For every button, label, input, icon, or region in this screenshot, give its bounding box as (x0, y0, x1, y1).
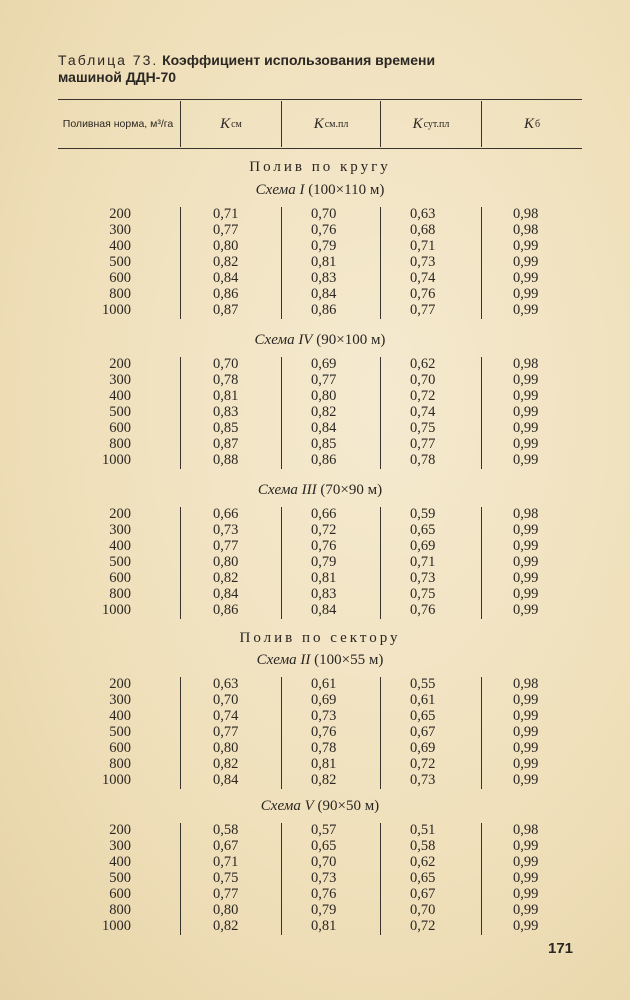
table-row (58, 886, 582, 902)
k-sm-cell: 0,63 (213, 676, 239, 692)
k-sm-cell: 0,87 (213, 436, 239, 452)
table-row (58, 538, 582, 554)
k-sm-pl-cell: 0,76 (311, 724, 337, 740)
norm-cell: 600 (109, 420, 131, 436)
k-sm-pl-cell: 0,78 (311, 740, 337, 756)
norm-cell: 400 (109, 854, 131, 870)
k-b-cell: 0,99 (513, 270, 539, 286)
k-sm-pl-cell: 0,82 (311, 772, 337, 788)
norm-cell: 200 (109, 356, 131, 372)
k-sm-pl-cell: 0,81 (311, 254, 337, 270)
k-sm-cell: 0,70 (213, 356, 239, 372)
norm-cell: 1000 (102, 918, 131, 934)
page-number: 171 (548, 940, 574, 957)
norm-cell: 200 (109, 822, 131, 838)
k-sm-cell: 0,86 (213, 286, 239, 302)
k-sm-pl-cell: 0,65 (311, 838, 337, 854)
scheme-size: (90×50 м) (317, 798, 380, 814)
k-b-cell: 0,99 (513, 724, 539, 740)
k-sm-pl-cell: 0,85 (311, 436, 337, 452)
k-sut-pl-cell: 0,62 (410, 854, 436, 870)
k-b-cell: 0,98 (513, 222, 539, 238)
k-b-cell: 0,99 (513, 388, 539, 404)
header-k-sm-pl: K см.пл (313, 115, 349, 132)
table-row (58, 436, 582, 452)
table-row (58, 270, 582, 286)
k-b-cell: 0,99 (513, 918, 539, 934)
k-sm-pl-cell: 0,73 (311, 708, 337, 724)
table-row (58, 870, 582, 886)
norm-cell: 1000 (102, 602, 131, 618)
k-sm-pl-cell: 0,69 (311, 692, 337, 708)
k-b-cell: 0,99 (513, 554, 539, 570)
table-row (58, 822, 582, 838)
k-b-cell: 0,99 (513, 538, 539, 554)
table-row (58, 356, 582, 372)
k-sm-cell: 0,80 (213, 902, 239, 918)
table-row (58, 206, 582, 222)
k-sm-cell: 0,80 (213, 554, 239, 570)
k-b-cell: 0,99 (513, 452, 539, 468)
norm-cell: 1000 (102, 772, 131, 788)
table-row (58, 586, 582, 602)
title-line-1: Коэффициент использования времени (162, 52, 436, 68)
k-b-cell: 0,99 (513, 870, 539, 886)
section-heading-circle: Полив по кругу (249, 159, 391, 175)
k-sut-pl-cell: 0,74 (410, 270, 436, 286)
norm-cell: 300 (109, 222, 131, 238)
table-row (58, 854, 582, 870)
norm-cell: 400 (109, 538, 131, 554)
k-sm-pl-cell: 0,76 (311, 538, 337, 554)
table-row (58, 452, 582, 468)
norm-cell: 500 (109, 554, 131, 570)
scheme-heading (58, 332, 582, 349)
k-sut-pl-cell: 0,67 (410, 724, 436, 740)
k-sm-pl-cell: 0,69 (311, 356, 337, 372)
table-row (58, 506, 582, 522)
scheme-heading (58, 182, 582, 199)
k-sm-cell: 0,84 (213, 772, 239, 788)
k-sm-pl-cell: 0,81 (311, 918, 337, 934)
scheme-heading (58, 482, 582, 499)
k-b-cell: 0,99 (513, 238, 539, 254)
k-b-cell: 0,99 (513, 404, 539, 420)
norm-cell: 300 (109, 372, 131, 388)
table-row (58, 676, 582, 692)
k-sm-pl-cell: 0,81 (311, 570, 337, 586)
norm-cell: 300 (109, 838, 131, 854)
table-row (58, 838, 582, 854)
norm-cell: 800 (109, 436, 131, 452)
k-sut-pl-cell: 0,51 (410, 822, 436, 838)
header-k-b: K б (523, 115, 541, 132)
k-sut-pl-cell: 0,76 (410, 602, 436, 618)
k-sm-cell: 0,66 (213, 506, 239, 522)
k-sut-pl-cell: 0,70 (410, 372, 436, 388)
k-sm-cell: 0,82 (213, 254, 239, 270)
norm-cell: 600 (109, 740, 131, 756)
table-row (58, 222, 582, 238)
k-sm-cell: 0,77 (213, 222, 239, 238)
k-sm-cell: 0,86 (213, 602, 239, 618)
k-sut-pl-cell: 0,73 (410, 570, 436, 586)
k-sm-cell: 0,83 (213, 404, 239, 420)
k-b-cell: 0,99 (513, 286, 539, 302)
header-norm: Поливная норма, м³/га (62, 118, 174, 130)
scheme-name: Схема I (255, 182, 305, 198)
scheme-name: Схема II (256, 652, 311, 668)
k-sut-pl-cell: 0,78 (410, 452, 436, 468)
k-sut-pl-cell: 0,65 (410, 522, 436, 538)
table-row (58, 372, 582, 388)
k-b-cell: 0,99 (513, 902, 539, 918)
k-sm-pl-cell: 0,79 (311, 902, 337, 918)
k-b-cell: 0,99 (513, 838, 539, 854)
k-sut-pl-cell: 0,62 (410, 356, 436, 372)
k-sm-pl-cell: 0,84 (311, 286, 337, 302)
k-sut-pl-cell: 0,72 (410, 388, 436, 404)
k-b-cell: 0,99 (513, 886, 539, 902)
k-sut-pl-cell: 0,75 (410, 586, 436, 602)
table-title (58, 52, 538, 86)
k-sm-cell: 0,73 (213, 522, 239, 538)
k-sm-pl-cell: 0,84 (311, 420, 337, 436)
k-sm-pl-cell: 0,57 (311, 822, 337, 838)
scheme-heading (58, 652, 582, 669)
norm-cell: 600 (109, 570, 131, 586)
k-sut-pl-cell: 0,63 (410, 206, 436, 222)
table-row (58, 756, 582, 772)
table-row (58, 918, 582, 934)
table-number: Таблица 73. (58, 52, 159, 68)
k-sm-cell: 0,82 (213, 918, 239, 934)
header-k-sm: K см (220, 115, 242, 132)
title-line-2: машиной ДДН-70 (58, 69, 177, 85)
k-sm-cell: 0,58 (213, 822, 239, 838)
k-b-cell: 0,98 (513, 506, 539, 522)
k-sm-pl-cell: 0,73 (311, 870, 337, 886)
table-row (58, 602, 582, 618)
section-heading-sector: Полив по сектору (239, 630, 401, 646)
k-sut-pl-cell: 0,68 (410, 222, 436, 238)
k-b-cell: 0,98 (513, 206, 539, 222)
k-b-cell: 0,99 (513, 854, 539, 870)
k-b-cell: 0,98 (513, 822, 539, 838)
k-sm-cell: 0,87 (213, 302, 239, 318)
k-sm-pl-cell: 0,86 (311, 452, 337, 468)
k-sm-cell: 0,77 (213, 724, 239, 740)
k-b-cell: 0,99 (513, 692, 539, 708)
k-sut-pl-cell: 0,72 (410, 918, 436, 934)
norm-cell: 600 (109, 886, 131, 902)
k-sm-pl-cell: 0,86 (311, 302, 337, 318)
k-sut-pl-cell: 0,76 (410, 286, 436, 302)
k-sm-cell: 0,88 (213, 452, 239, 468)
scheme-size: (100×110 м) (308, 182, 385, 198)
table-row (58, 692, 582, 708)
k-sm-pl-cell: 0,77 (311, 372, 337, 388)
table-row (58, 286, 582, 302)
k-sm-cell: 0,78 (213, 372, 239, 388)
k-sm-cell: 0,71 (213, 206, 239, 222)
norm-cell: 500 (109, 404, 131, 420)
k-sm-pl-cell: 0,70 (311, 206, 337, 222)
k-sut-pl-cell: 0,65 (410, 870, 436, 886)
k-sm-cell: 0,74 (213, 708, 239, 724)
k-b-cell: 0,99 (513, 522, 539, 538)
k-sm-pl-cell: 0,70 (311, 854, 337, 870)
k-sut-pl-cell: 0,77 (410, 436, 436, 452)
k-b-cell: 0,99 (513, 254, 539, 270)
norm-cell: 1000 (102, 452, 131, 468)
table-row (58, 302, 582, 318)
k-sm-pl-cell: 0,80 (311, 388, 337, 404)
k-sm-pl-cell: 0,82 (311, 404, 337, 420)
k-sm-cell: 0,77 (213, 886, 239, 902)
k-sut-pl-cell: 0,69 (410, 740, 436, 756)
k-b-cell: 0,99 (513, 708, 539, 724)
k-sm-pl-cell: 0,72 (311, 522, 337, 538)
k-sm-pl-cell: 0,66 (311, 506, 337, 522)
table-row (58, 902, 582, 918)
scheme-size: (90×100 м) (316, 332, 386, 348)
scheme-name: Схема V (260, 798, 314, 814)
norm-cell: 400 (109, 238, 131, 254)
table-row (58, 522, 582, 538)
k-sm-pl-cell: 0,83 (311, 586, 337, 602)
k-sut-pl-cell: 0,58 (410, 838, 436, 854)
norm-cell: 500 (109, 870, 131, 886)
k-sut-pl-cell: 0,70 (410, 902, 436, 918)
scheme-size: (100×55 м) (314, 652, 384, 668)
table-row (58, 238, 582, 254)
k-sm-pl-cell: 0,76 (311, 886, 337, 902)
k-b-cell: 0,99 (513, 772, 539, 788)
k-b-cell: 0,99 (513, 570, 539, 586)
k-b-cell: 0,99 (513, 756, 539, 772)
scheme-size: (70×90 м) (320, 482, 383, 498)
norm-cell: 500 (109, 254, 131, 270)
norm-cell: 300 (109, 522, 131, 538)
k-sut-pl-cell: 0,61 (410, 692, 436, 708)
norm-cell: 400 (109, 388, 131, 404)
k-sut-pl-cell: 0,69 (410, 538, 436, 554)
k-sut-pl-cell: 0,71 (410, 238, 436, 254)
table-row (58, 740, 582, 756)
k-sm-cell: 0,80 (213, 740, 239, 756)
k-sm-pl-cell: 0,83 (311, 270, 337, 286)
k-sut-pl-cell: 0,71 (410, 554, 436, 570)
norm-cell: 1000 (102, 302, 131, 318)
table-row (58, 404, 582, 420)
k-sm-pl-cell: 0,61 (311, 676, 337, 692)
norm-cell: 800 (109, 902, 131, 918)
header-bottom-rule (58, 148, 582, 149)
norm-cell: 800 (109, 586, 131, 602)
table-row (58, 554, 582, 570)
norm-cell: 600 (109, 270, 131, 286)
scheme-name: Схема IV (254, 332, 313, 348)
table-row (58, 388, 582, 404)
scheme-heading (58, 798, 582, 815)
k-sut-pl-cell: 0,55 (410, 676, 436, 692)
table-row (58, 254, 582, 270)
norm-cell: 200 (109, 206, 131, 222)
k-sm-pl-cell: 0,81 (311, 756, 337, 772)
k-sut-pl-cell: 0,73 (410, 254, 436, 270)
norm-cell: 800 (109, 286, 131, 302)
norm-cell: 200 (109, 676, 131, 692)
k-b-cell: 0,99 (513, 302, 539, 318)
k-b-cell: 0,99 (513, 436, 539, 452)
k-sm-cell: 0,80 (213, 238, 239, 254)
k-b-cell: 0,99 (513, 602, 539, 618)
scheme-name: Схема III (257, 482, 317, 498)
k-b-cell: 0,99 (513, 372, 539, 388)
table-row (58, 708, 582, 724)
header-top-rule (58, 99, 582, 100)
k-sm-pl-cell: 0,84 (311, 602, 337, 618)
k-sut-pl-cell: 0,59 (410, 506, 436, 522)
norm-cell: 800 (109, 756, 131, 772)
table-row (58, 724, 582, 740)
k-sut-pl-cell: 0,77 (410, 302, 436, 318)
k-sm-cell: 0,70 (213, 692, 239, 708)
k-b-cell: 0,98 (513, 676, 539, 692)
k-sm-cell: 0,84 (213, 586, 239, 602)
table-row (58, 570, 582, 586)
k-sut-pl-cell: 0,74 (410, 404, 436, 420)
k-sut-pl-cell: 0,72 (410, 756, 436, 772)
k-sm-cell: 0,77 (213, 538, 239, 554)
k-sut-pl-cell: 0,67 (410, 886, 436, 902)
k-sm-cell: 0,81 (213, 388, 239, 404)
table-row (58, 772, 582, 788)
k-b-cell: 0,99 (513, 586, 539, 602)
k-sm-pl-cell: 0,76 (311, 222, 337, 238)
k-sm-pl-cell: 0,79 (311, 554, 337, 570)
k-b-cell: 0,99 (513, 740, 539, 756)
k-sut-pl-cell: 0,73 (410, 772, 436, 788)
k-sm-cell: 0,75 (213, 870, 239, 886)
norm-cell: 400 (109, 708, 131, 724)
k-sut-pl-cell: 0,75 (410, 420, 436, 436)
k-sm-cell: 0,82 (213, 756, 239, 772)
header-k-sut-pl: K сут.пл (412, 115, 450, 132)
k-b-cell: 0,99 (513, 420, 539, 436)
k-sm-cell: 0,82 (213, 570, 239, 586)
k-sm-pl-cell: 0,79 (311, 238, 337, 254)
table-row (58, 420, 582, 436)
k-sut-pl-cell: 0,65 (410, 708, 436, 724)
norm-cell: 200 (109, 506, 131, 522)
k-sm-cell: 0,71 (213, 854, 239, 870)
k-sm-cell: 0,67 (213, 838, 239, 854)
k-sm-cell: 0,85 (213, 420, 239, 436)
k-sm-cell: 0,84 (213, 270, 239, 286)
norm-cell: 500 (109, 724, 131, 740)
k-b-cell: 0,98 (513, 356, 539, 372)
norm-cell: 300 (109, 692, 131, 708)
